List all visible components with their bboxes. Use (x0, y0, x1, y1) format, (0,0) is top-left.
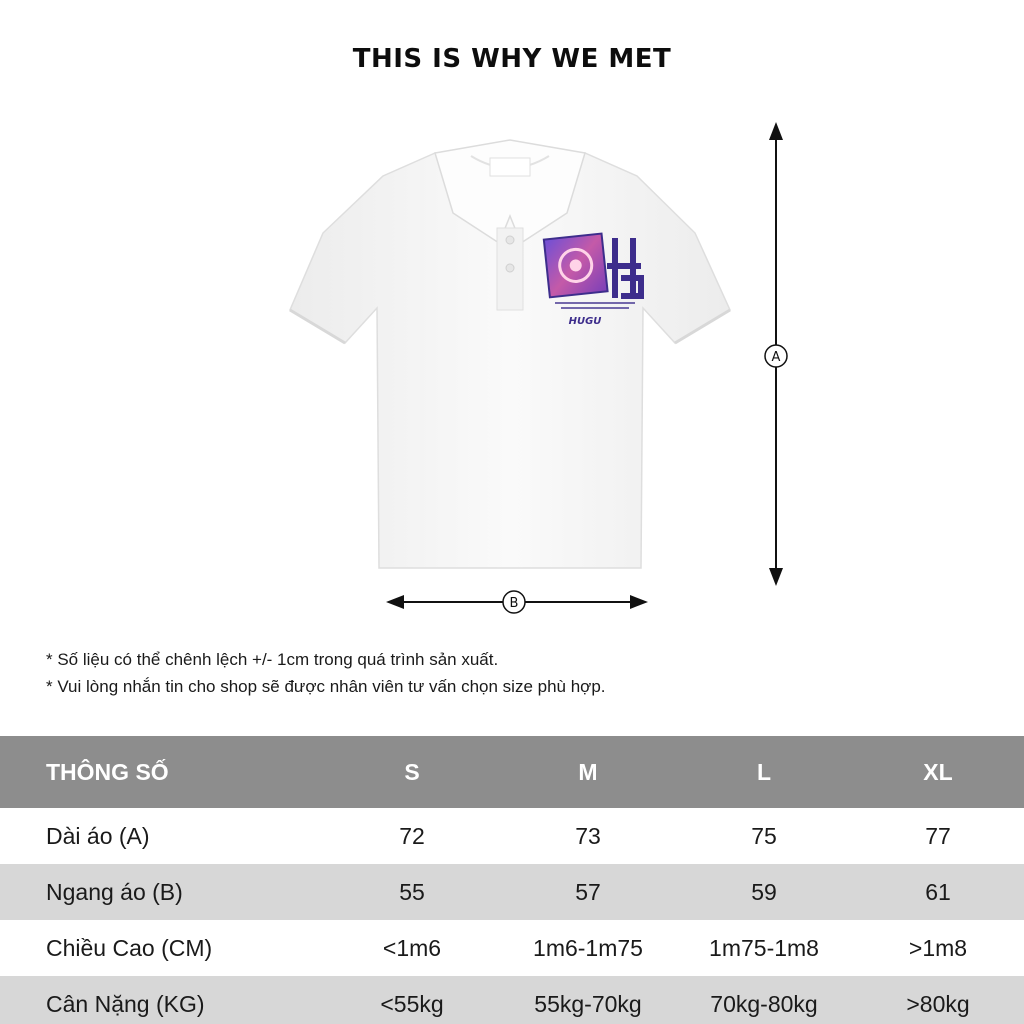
row-label: Ngang áo (B) (46, 878, 183, 905)
table-cell: 61 (925, 878, 951, 905)
table-cell: 1m75-1m8 (709, 934, 819, 961)
header-size-m: M (578, 758, 598, 785)
table-cell: >1m8 (908, 934, 968, 961)
header-size-xl: XL (923, 758, 953, 785)
table-row-width (0, 864, 1024, 920)
header-label: THÔNG SỐ (46, 758, 169, 785)
table-cell: 77 (925, 822, 951, 849)
note-tolerance: * Số liệu có thể chênh lệch +/- 1cm trong quá trình sản xuất. (46, 650, 499, 669)
table-row-length (0, 808, 1024, 864)
table-row-height (0, 920, 1024, 976)
row-label: Chiều Cao (CM) (46, 934, 213, 961)
dimension-label-a: A (771, 350, 781, 365)
row-label: Cân Nặng (KG) (46, 990, 205, 1017)
width-dimension-b (384, 586, 650, 618)
polo-shirt-image (285, 128, 735, 578)
table-cell: 57 (575, 878, 601, 905)
table-cell: 72 (399, 822, 425, 849)
size-notes (46, 646, 946, 700)
table-cell: <55kg (380, 990, 444, 1017)
table-cell: <1m6 (382, 934, 442, 961)
table-cell: 59 (751, 878, 777, 905)
note-contact-shop: * Vui lòng nhắn tin cho shop sẽ được nhân viên tư vấn chọn size phù hợp. (46, 677, 606, 696)
dimension-label-b: B (509, 596, 519, 611)
table-cell: 55kg-70kg (534, 990, 642, 1017)
table-cell: 73 (575, 822, 601, 849)
length-dimension-a (756, 120, 796, 588)
table-cell: 75 (751, 822, 777, 849)
header-size-l: L (756, 758, 772, 785)
print-brand-logo: HUGU (568, 316, 602, 327)
table-cell: >80kg (906, 990, 970, 1017)
table-row-weight (0, 976, 1024, 1024)
table-cell: 1m6-1m75 (533, 934, 643, 961)
header-size-s: S (404, 758, 420, 785)
row-label: Dài áo (A) (46, 822, 150, 849)
page-title: THIS IS WHY WE MET (352, 44, 672, 74)
table-header-row (0, 736, 1024, 808)
size-chart-table (0, 736, 1024, 1024)
table-cell: 55 (399, 878, 425, 905)
table-cell: 70kg-80kg (710, 990, 818, 1017)
